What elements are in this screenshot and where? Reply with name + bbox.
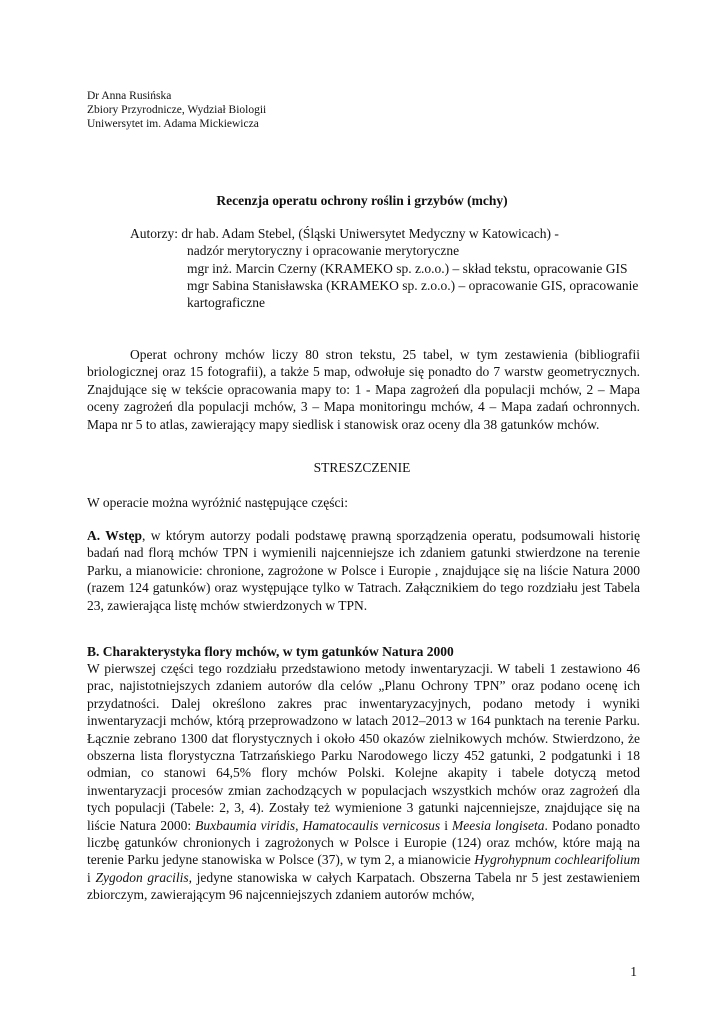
parts-intro: W operacie można wyróżnić następujące części: [87,495,348,510]
species-name: Hygrohypnum cochlearifolium [474,852,640,868]
summary-heading: STRESZCZENIE [313,460,411,475]
separator: i [440,817,453,833]
authors-line: mgr Sabina Stanisławska (KRAMEKO sp. z.o.o.) – opracowanie GIS, opracowanie kartograficzne [187,277,639,311]
separator: i [87,869,96,885]
species-name: Buxbaumia viridis [195,817,296,833]
authors-block [130,225,650,311]
authors-line: Autorzy: dr hab. Adam Stebel, (Śląski Uniwersytet Medyczny w Katowicach) - [130,226,559,241]
affiliation-line: Uniwersytet im. Adama Mickiewicza [87,118,259,130]
affiliation-line: Zbiory Przyrodnicze, Wydział Biologii [87,104,267,116]
species-name: Meesia longiseta [452,817,545,833]
species-name: Zygodon gracilis, [95,869,192,885]
affiliation-line: Dr Anna Rusińska [87,90,172,102]
author-affiliation [87,89,266,131]
section-a-paragraph [87,527,640,614]
page-number: 1 [630,964,637,979]
section-b-text: W pierwszej części tego rozdziału przedstawiono metody inwentaryzacji. W tabeli 1 zestawiono 46 prac, najistotniejszych zdaniem autorów dla celów „Planu Ochrony TPN” oraz podano ocenę ich przydatności. Dalej określono zakres prac inwentaryzacyjnych, podano metody i wyniki inwentaryzacji mchów, którą przeprowadzono w latach 2012–2013 w 164 punktach na terenie Parku. Łącznie zebrano 1300 dat florystycznych i około 450 okazów zielnikowych mchów. Stwierdzono, że obszerna lista florystyczna Tatrzańskiego Parku Narodowego liczy 452 gatunki, 2 podgatunki i 18 odmian, co stanowi 64,5% flory mchów Polski. Kolejne akapity i tabele dotyczą metod inwentaryzacji procesów zmian zachodzących w populacjach wszystkich mchów oraz zagrożeń dla tych populacji (Tabele: 2, 3, 4). Zostały też wymienione 3 gatunki najcenniejsze, znajdujące się na liście Natura 2000: [87,661,640,833]
species-name: Hamatocaulis vernicosus [302,817,441,833]
document-title: Recenzja operatu ochrony roślin i grzybów (mchy) [216,193,508,208]
intro-paragraph: Operat ochrony mchów liczy 80 stron tekstu, 25 tabel, w tym zestawienia (bibliografii briologicznej oraz 15 fotografii), a także 5 map, odwołuje się ponadto do 7 warstw geometrycznych. Znajdujące się w tekście opracowania mapy to: 1 - Mapa zagrożeń dla populacji mchów, 2 – Mapa oceny zagrożeń dla populacji mchów, 3 – Mapa monitoringu mchów, 4 – Mapa zadań ochronnych. Mapa nr 5 to atlas, zawierający mapy siedlisk i stanowisk oraz oceny dla 38 gatunków mchów. [87,347,640,432]
section-a-label: A. Wstęp [87,528,142,543]
section-a-text: , w którym autorzy podali podstawę prawną sporządzenia operatu, podsumowali historię badań nad florą mchów TPN i wymienili najcenniejsze ich zdaniem gatunki stwierdzone na terenie Parku, a mianowicie: chronione, zagrożone w Polsce i Europie , znajdujące się na liście Natura 2000 (razem 124 gatunków) oraz występujące tylko w Tatrach. Załącznikiem do tego rozdziału jest Tabela 23, zawierająca listę mchów stwierdzonych w TPN. [87,528,640,613]
authors-line: nadzór merytoryczny i opracowanie merytoryczne [187,243,460,259]
section-b-paragraph [87,660,640,904]
section-b-text: . Podano ponadto liczbę gatunków chronionych i zagrożonych w Polsce i Europie (124) oraz mchów, które mają na terenie Parku jedyne stanowiska w Polsce (37), w tym 2, a mianowicie [87,817,641,868]
section-b-text: jedyne stanowiska w całych Karpatach. Obszerna Tabela nr 5 jest zestawieniem zbiorczym, zawierającym 96 najcenniejszych zdaniem autorów mchów, [87,869,640,903]
authors-line: mgr inż. Marcin Czerny (KRAMEKO sp. z.o.o.) – skład tekstu, opracowanie GIS [187,260,628,276]
section-b-heading: B. Charakterystyka flory mchów, w tym gatunków Natura 2000 [87,644,454,659]
separator: , [295,817,303,833]
